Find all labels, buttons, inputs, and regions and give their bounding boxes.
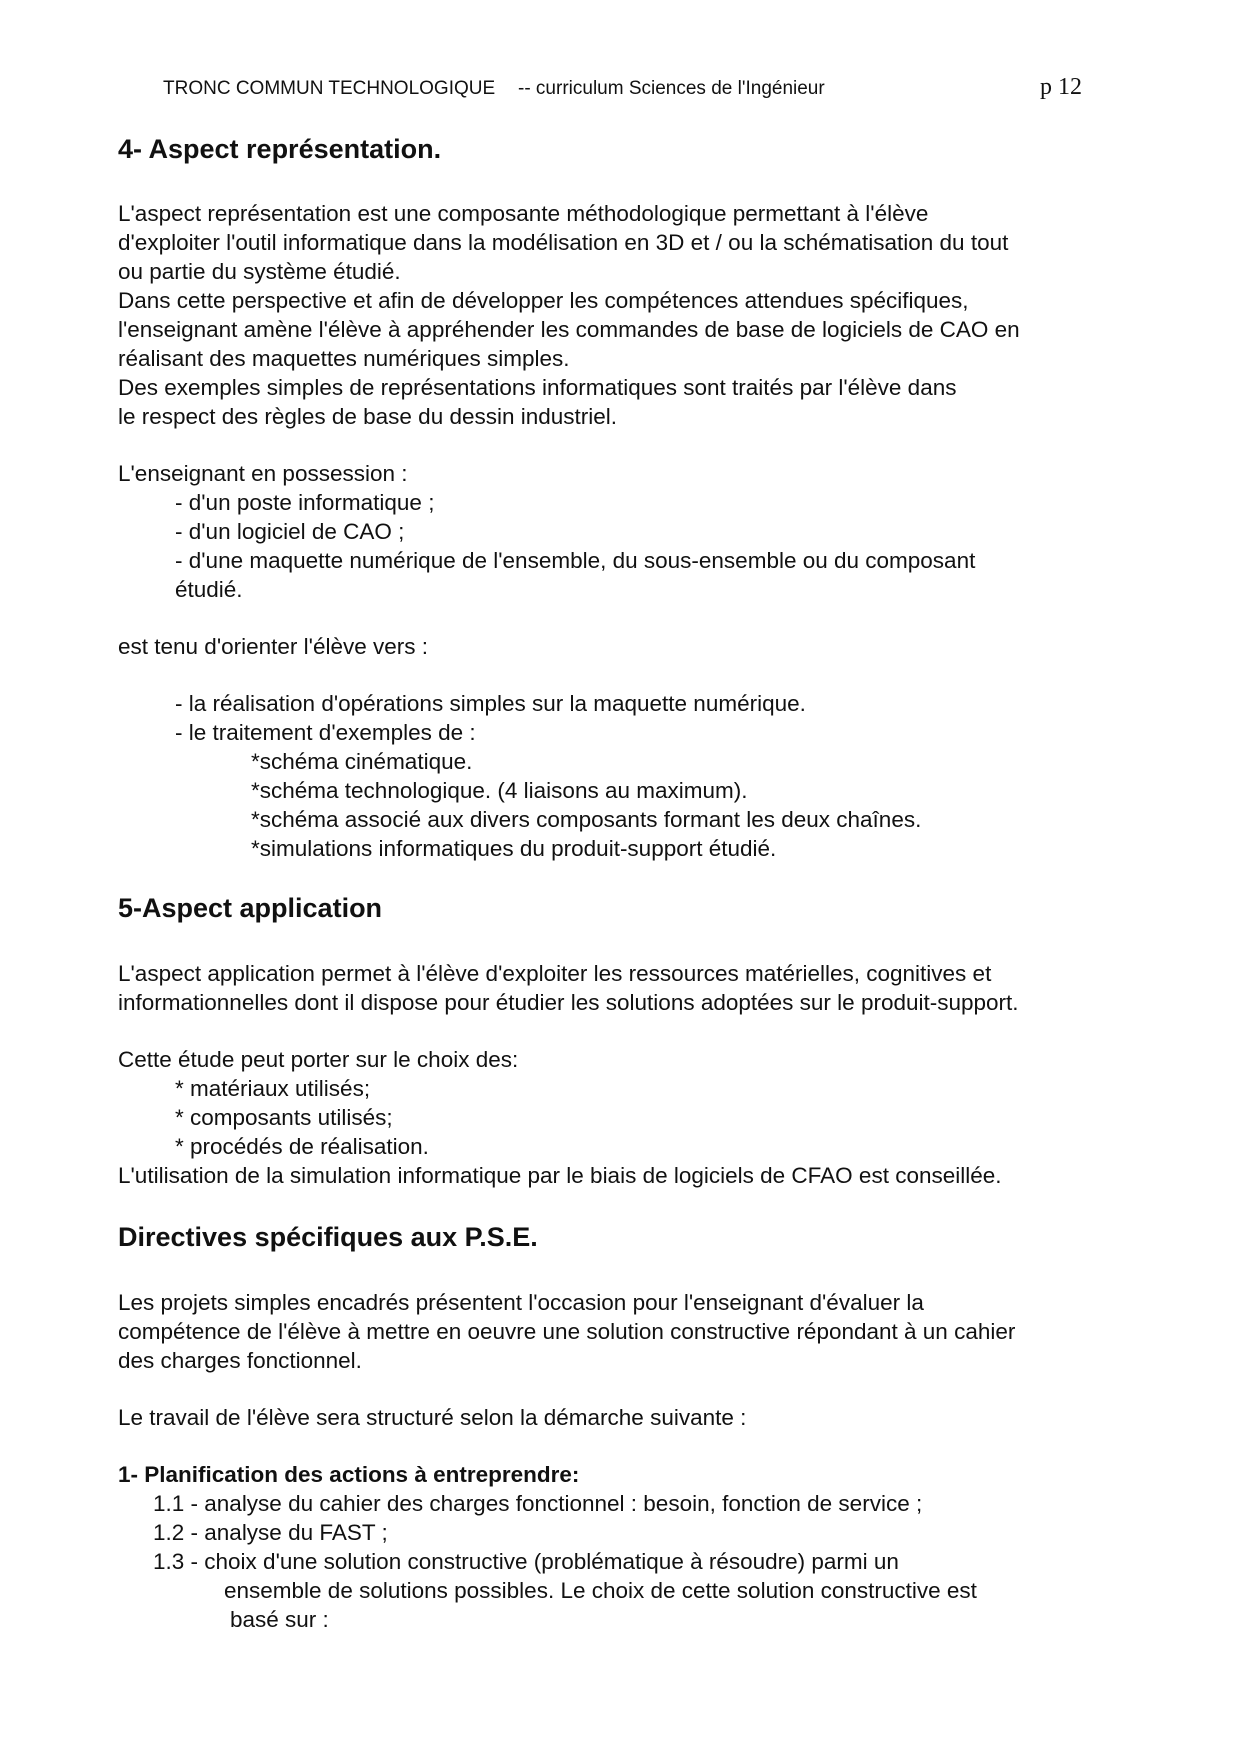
- list-item: - d'un logiciel de CAO ;: [175, 519, 405, 544]
- list-item: - d'un poste informatique ;: [175, 490, 435, 515]
- section-4-title: 4- Aspect représentation.: [118, 134, 442, 164]
- list-item: - le traitement d'exemples de :: [175, 720, 476, 745]
- paragraph-line: ou partie du système étudié.: [118, 259, 401, 284]
- example-item: *schéma associé aux divers composants formant les deux chaînes.: [251, 807, 922, 832]
- section-5-title: 5-Aspect application: [118, 893, 383, 923]
- paragraph-line: le respect des règles de base du dessin industriel.: [118, 404, 618, 429]
- step-item: 1.2 - analyse du FAST ;: [153, 1520, 388, 1545]
- page-number: p 12: [1040, 74, 1082, 100]
- list-item: - d'une maquette numérique de l'ensemble, du sous-ensemble ou du composant: [175, 548, 976, 573]
- choice-intro: Cette étude peut porter sur le choix des:: [118, 1047, 519, 1072]
- list-item: * procédés de réalisation.: [175, 1134, 429, 1159]
- step-item-continuation: basé sur :: [230, 1607, 329, 1632]
- paragraph-line: l'enseignant amène l'élève à appréhender les commandes de base de logiciels de CAO en: [118, 317, 1020, 342]
- paragraph-line: L'utilisation de la simulation informatique par le biais de logiciels de CFAO est conseillée.: [118, 1163, 1002, 1188]
- header-curriculum: -- curriculum Sciences de l'Ingénieur: [518, 78, 825, 99]
- list-item: - la réalisation d'opérations simples sur la maquette numérique.: [175, 691, 806, 716]
- example-item: *simulations informatiques du produit-support étudié.: [251, 836, 777, 861]
- step-item: 1.3 - choix d'une solution constructive (problématique à résoudre) parmi un: [153, 1549, 899, 1574]
- directives-title: Directives spécifiques aux P.S.E.: [118, 1222, 538, 1252]
- structure-intro: Le travail de l'élève sera structuré selon la démarche suivante :: [118, 1405, 747, 1430]
- paragraph-line: Dans cette perspective et afin de développer les compétences attendues spécifiques,: [118, 288, 969, 313]
- orient-intro: est tenu d'orienter l'élève vers :: [118, 634, 429, 659]
- paragraph-line: L'aspect représentation est une composante méthodologique permettant à l'élève: [118, 201, 929, 226]
- possession-intro: L'enseignant en possession :: [118, 461, 408, 486]
- paragraph-line: compétence de l'élève à mettre en oeuvre une solution constructive répondant à un cahier: [118, 1319, 1016, 1344]
- paragraph-line: L'aspect application permet à l'élève d'exploiter les ressources matérielles, cognitives et: [118, 961, 992, 986]
- paragraph-line: d'exploiter l'outil informatique dans la modélisation en 3D et / ou la schématisation du tout: [118, 230, 1009, 255]
- list-item: * matériaux utilisés;: [175, 1076, 371, 1101]
- header-title: TRONC COMMUN TECHNOLOGIQUE: [163, 78, 496, 99]
- step-1-title: 1- Planification des actions à entreprendre:: [118, 1462, 580, 1487]
- paragraph-line: Des exemples simples de représentations informatiques sont traités par l'élève dans: [118, 375, 957, 400]
- step-item-continuation: ensemble de solutions possibles. Le choix de cette solution constructive est: [224, 1578, 977, 1603]
- step-item: 1.1 - analyse du cahier des charges fonctionnel : besoin, fonction de service ;: [153, 1491, 923, 1516]
- example-item: *schéma cinématique.: [251, 749, 473, 774]
- list-item: * composants utilisés;: [175, 1105, 393, 1130]
- paragraph-line: Les projets simples encadrés présentent l'occasion pour l'enseignant d'évaluer la: [118, 1290, 924, 1315]
- paragraph-line: réalisant des maquettes numériques simples.: [118, 346, 570, 371]
- paragraph-line: des charges fonctionnel.: [118, 1348, 362, 1373]
- list-item: étudié.: [175, 577, 243, 602]
- example-item: *schéma technologique. (4 liaisons au maximum).: [251, 778, 748, 803]
- paragraph-line: informationnelles dont il dispose pour étudier les solutions adoptées sur le produit-support.: [118, 990, 1019, 1015]
